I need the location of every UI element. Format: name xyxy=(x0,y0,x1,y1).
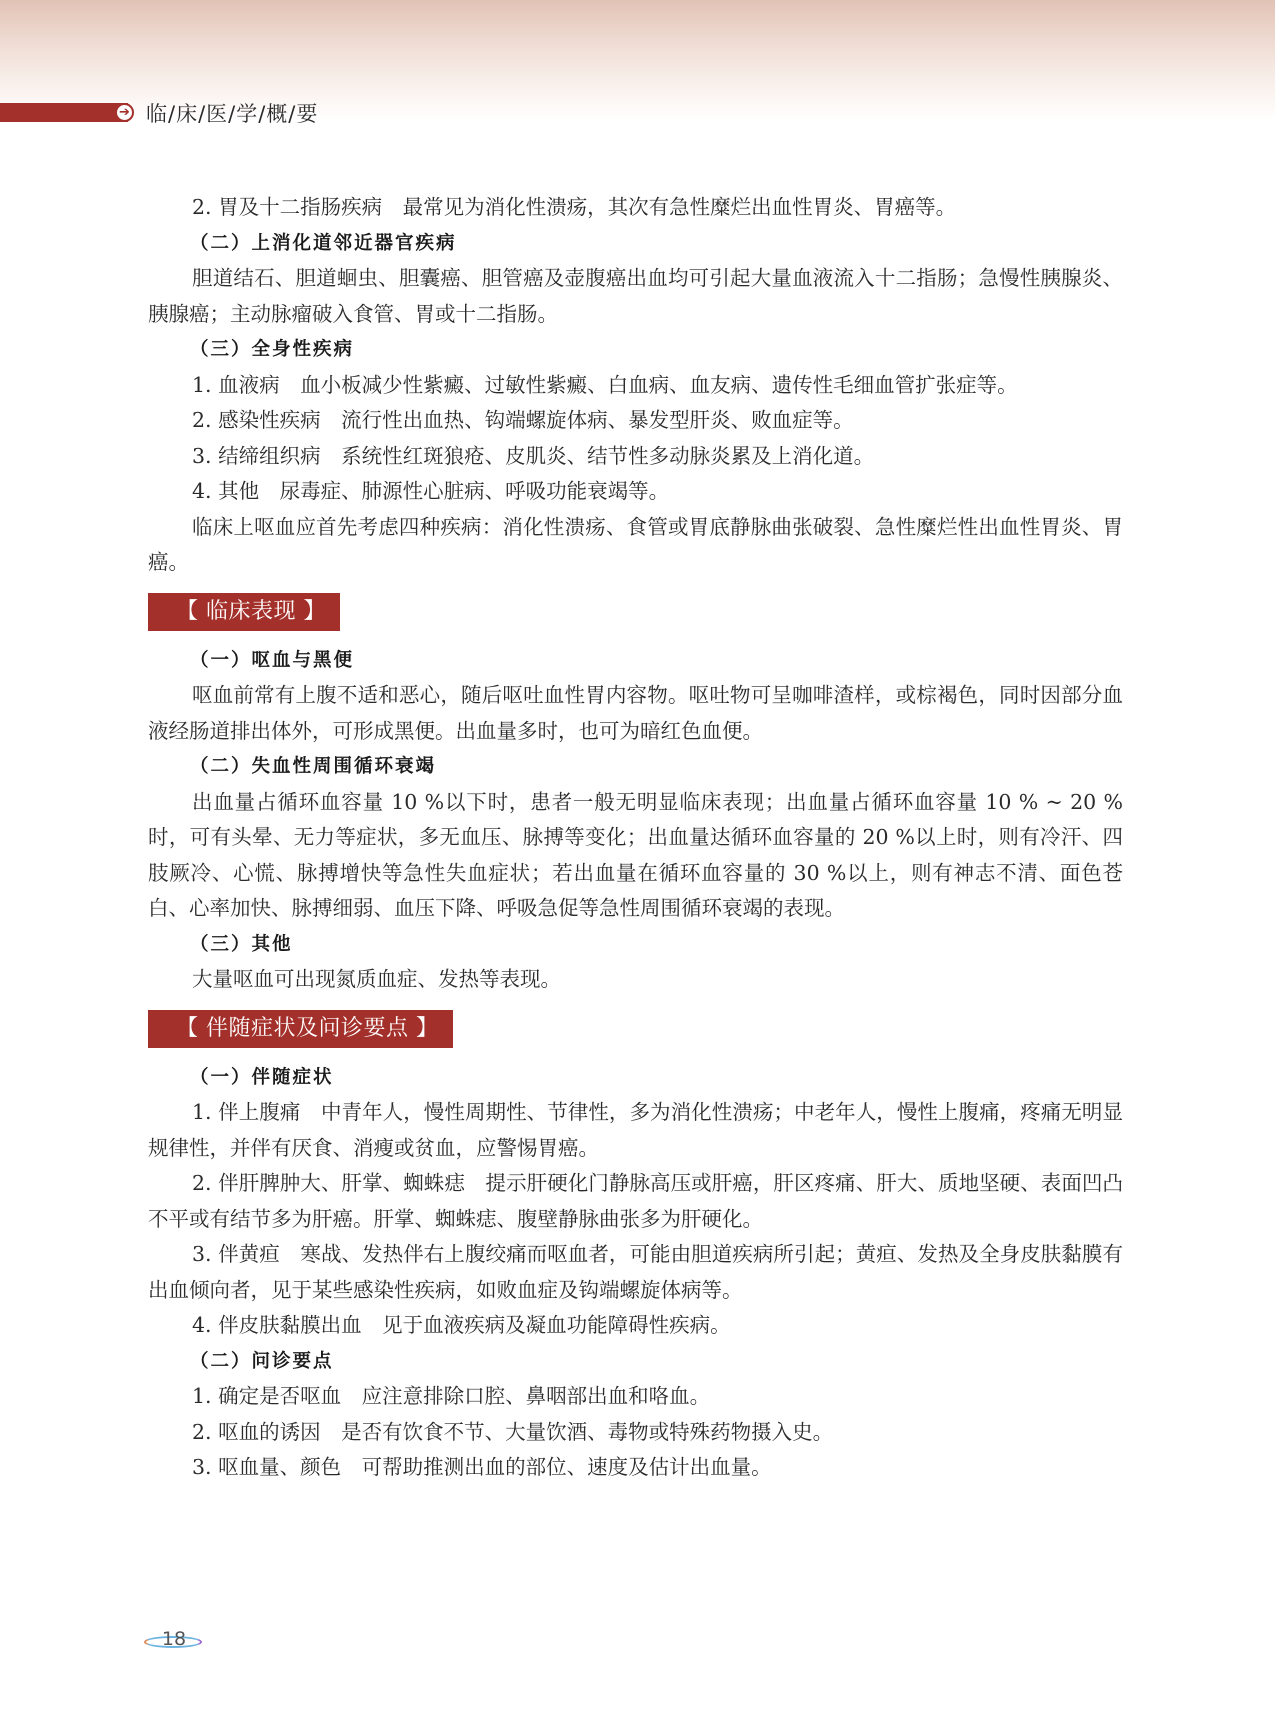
list-item: 4. 伴皮肤黏膜出血 见于血液疾病及凝血功能障碍性疾病。 xyxy=(192,1313,731,1337)
list-item: 1. 血液病 血小板减少性紫癜、过敏性紫癜、白血病、血友病、遗传性毛细血管扩张症等。 xyxy=(192,372,1018,397)
list-item: 1. 伴上腹痛 中青年人，慢性周期性、节律性，多为消化性溃疡；中老年人，慢性上腹痛，疼痛无明显规律性，并伴有厌食、消瘦或贫血，应警惕胃癌。 xyxy=(148,1100,1123,1160)
arrow-right-circle-icon: ➔ xyxy=(115,103,134,122)
paragraph: 出血量占循环血容量 10 %以下时，患者一般无明显临床表现；出血量占循环血容量 10 % ~ 20 %时，可有头晕、无力等症状，多无血压、脉搏等变化；出血量达循环血容量的 20 %以上时，则有冷汗、四肢厥冷、心慌、脉搏增快等急性失血症状；若出血量在循环血容量的 30 %以上，则有神志不清、面色苍白、心率加快、脉搏细弱、血压下降、呼吸急促等急性周围循环衰竭的表现。 xyxy=(148,789,1123,920)
subheading: （二）上消化道邻近器官疾病 xyxy=(190,232,457,254)
list-item: 2. 伴肝脾肿大、肝掌、蜘蛛痣 提示肝硬化门静脉高压或肝癌，肝区疼痛、肝大、质地坚硬、表面凹凸不平或有结节多为肝癌。肝掌、蜘蛛痣、腹壁静脉曲张多为肝硬化。 xyxy=(148,1171,1123,1231)
subheading: （一）伴随症状 xyxy=(190,1066,334,1088)
list-item: 2. 呕血的诱因 是否有饮食不节、大量饮酒、毒物或特殊药物摄入史。 xyxy=(192,1419,834,1444)
header-accent-bar xyxy=(0,103,128,122)
page-number xyxy=(148,1628,200,1658)
list-item: 3. 呕血量、颜色 可帮助推测出血的部位、速度及估计出血量。 xyxy=(192,1455,772,1479)
paragraph: 胆道结石、胆道蛔虫、胆囊癌、胆管癌及壶腹癌出血均可引起大量血液流入十二指肠；急慢性胰腺炎、胰腺癌；主动脉瘤破入食管、胃或十二指肠。 xyxy=(148,266,1123,326)
page-number-text: 18 xyxy=(161,1628,187,1650)
subheading: （二）失血性周围循环衰竭 xyxy=(190,756,437,777)
section-heading-symptoms: 【 伴随症状及问诊要点 】 xyxy=(148,1010,453,1048)
book-title: 临/床/医/学/概/要 xyxy=(146,102,319,126)
list-item: 4. 其他 尿毒症、肺源性心脏病、呼吸功能衰竭等。 xyxy=(192,479,670,503)
paragraph: 大量呕血可出现氮质血症、发热等表现。 xyxy=(192,967,561,991)
list-item: 2. 感染性疾病 流行性出血热、钩端螺旋体病、暴发型肝炎、败血症等。 xyxy=(192,408,854,432)
paragraph: 2. 胃及十二指肠疾病 最常见为消化性溃疡，其次有急性糜烂出血性胃炎、胃癌等。 xyxy=(192,195,957,219)
subheading: （一）呕血与黑便 xyxy=(190,649,355,671)
subheading: （三）其他 xyxy=(190,933,293,955)
section-heading-clinical: 【 临床表现 】 xyxy=(148,593,340,631)
page-content xyxy=(148,190,1123,1486)
paragraph: 临床上呕血应首先考虑四种疾病：消化性溃疡、食管或胃底静脉曲张破裂、急性糜烂性出血性胃炎、胃癌。 xyxy=(148,514,1123,574)
list-item: 3. 结缔组织病 系统性红斑狼疮、皮肌炎、结节性多动脉炎累及上消化道。 xyxy=(192,443,875,468)
paragraph: 呕血前常有上腹不适和恶心，随后呕吐血性胃内容物。呕吐物可呈咖啡渣样，或棕褐色，同时因部分血液经肠道排出体外，可形成黑便。出血量多时，也可为暗红色血便。 xyxy=(148,683,1123,743)
subheading: （三）全身性疾病 xyxy=(190,339,355,360)
subheading: （二）问诊要点 xyxy=(190,1350,334,1372)
list-item: 1. 确定是否呕血 应注意排除口腔、鼻咽部出血和咯血。 xyxy=(192,1384,711,1408)
list-item: 3. 伴黄疸 寒战、发热伴右上腹绞痛而呕血者，可能由胆道疾病所引起；黄疸、发热及全身皮肤黏膜有出血倾向者，见于某些感染性疾病，如败血症及钩端螺旋体病等。 xyxy=(148,1242,1123,1302)
